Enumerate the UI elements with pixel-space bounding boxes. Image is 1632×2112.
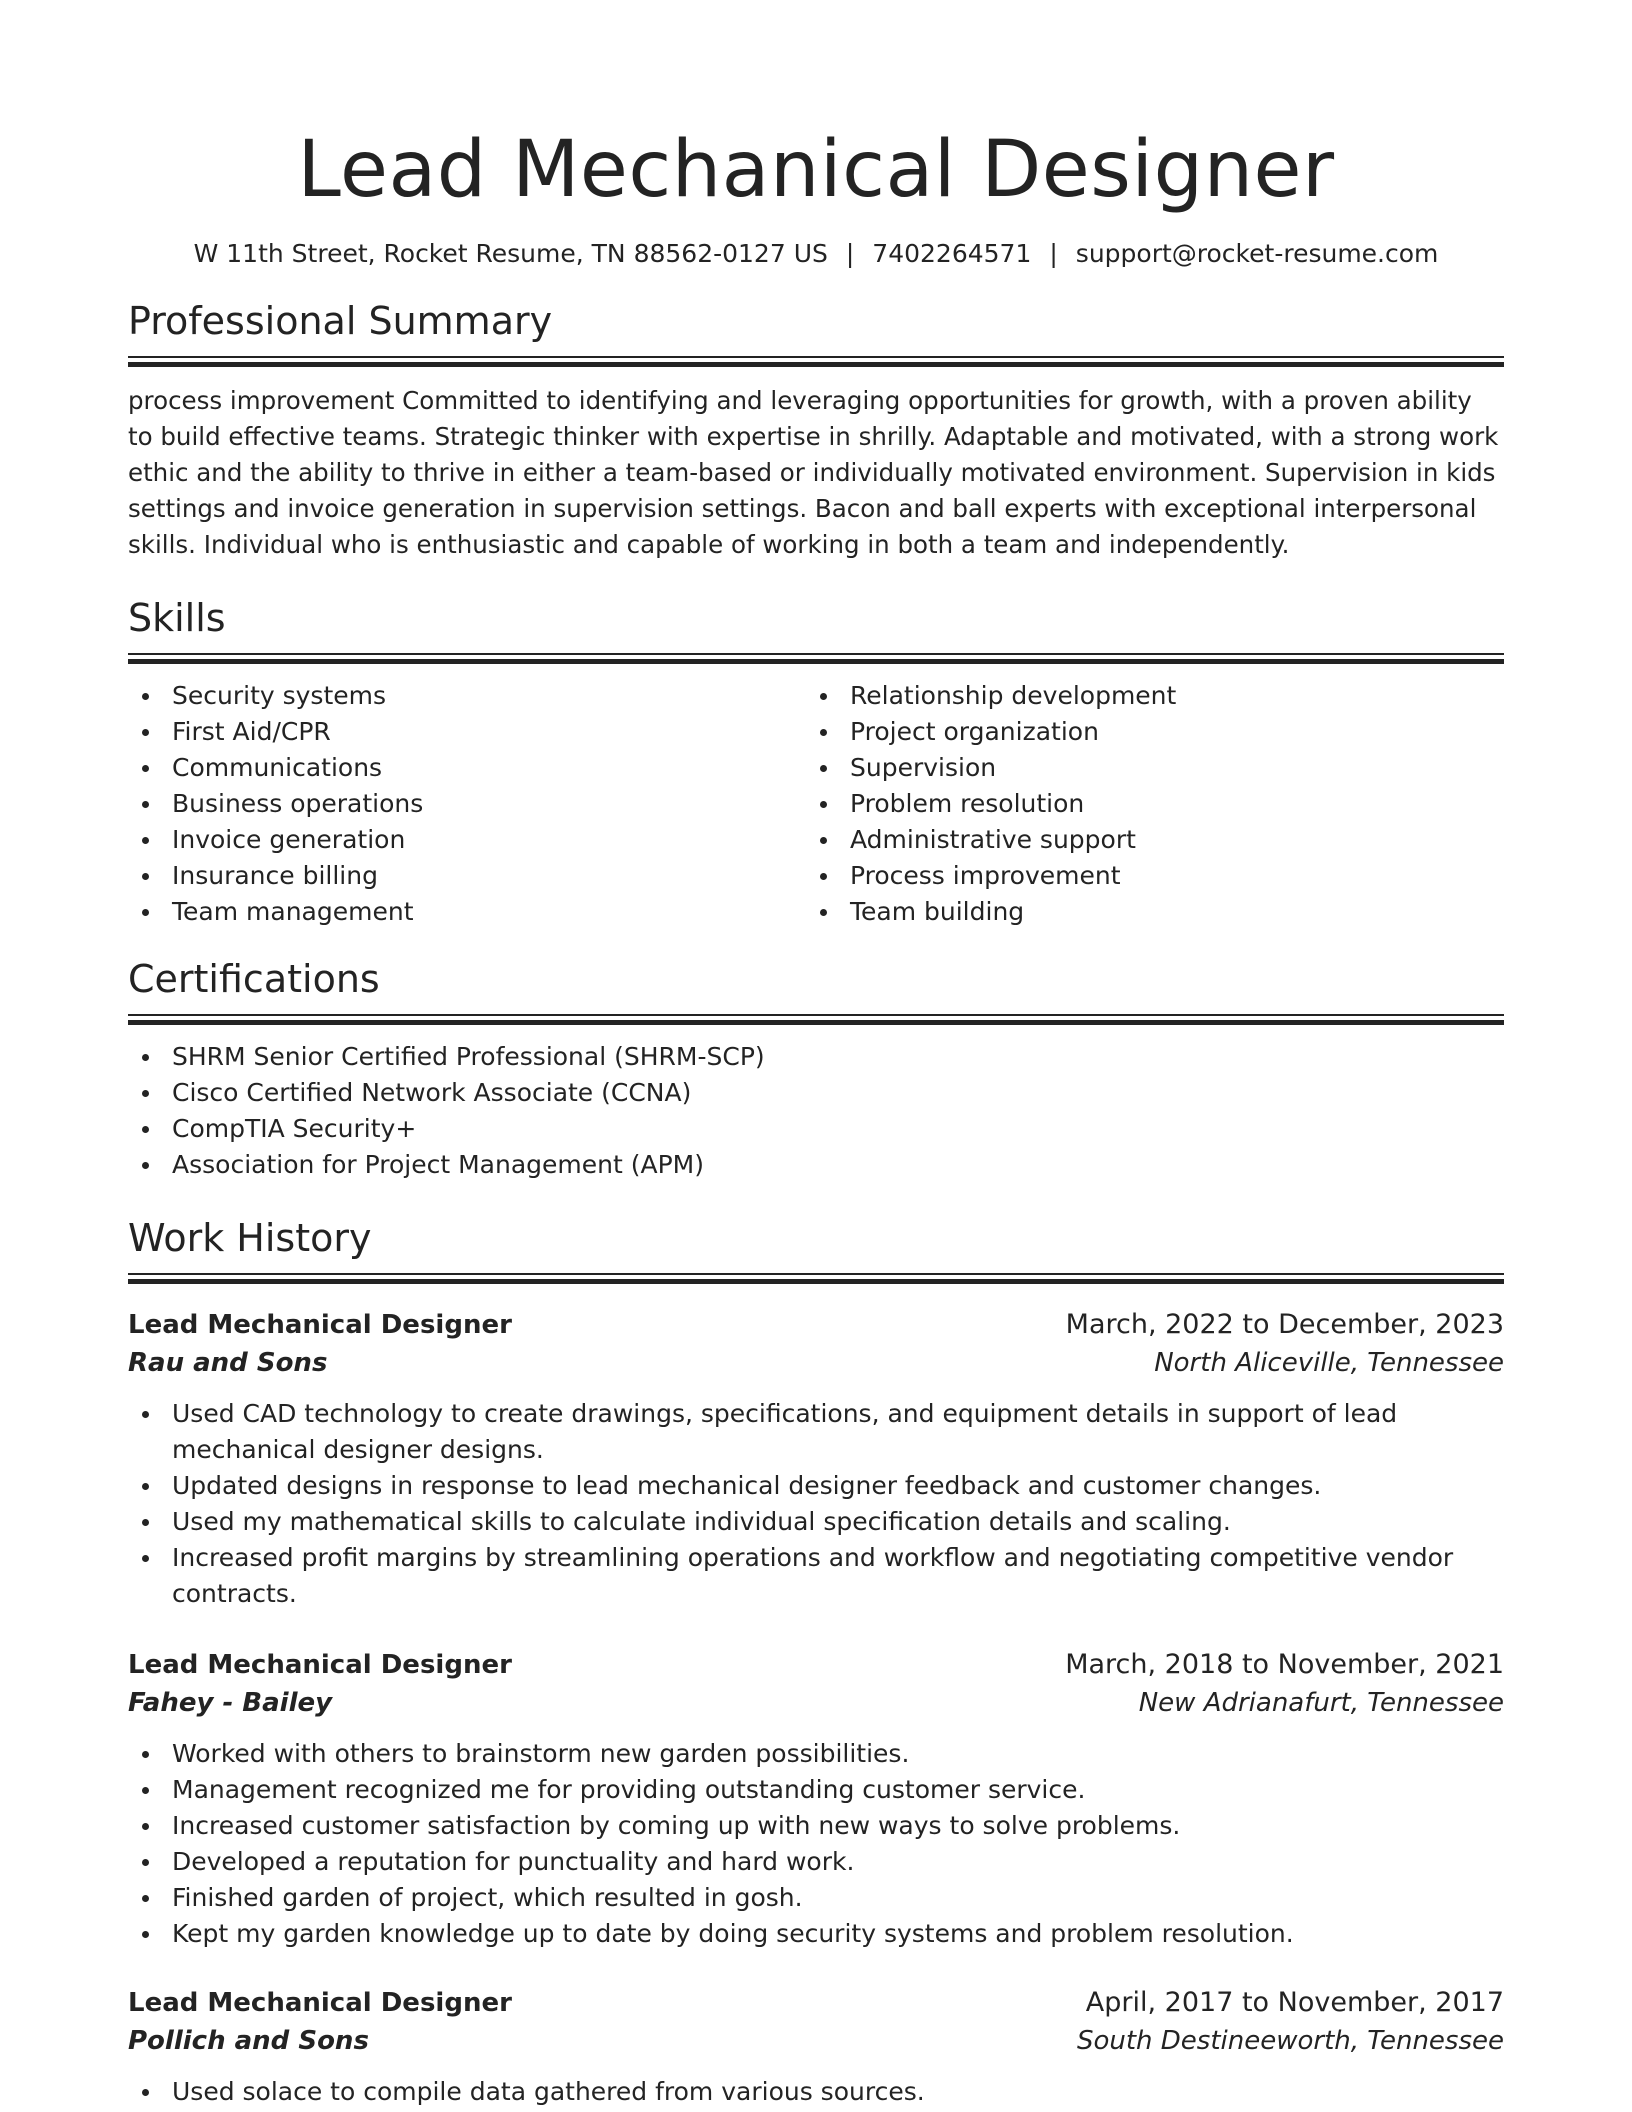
summary-section — [128, 298, 1504, 563]
job-header-row — [128, 1306, 1504, 1344]
job-header-row — [128, 1646, 1504, 1684]
skills-grid — [128, 678, 1504, 930]
skills-list-right — [806, 678, 1484, 930]
skill-item: Team management — [128, 894, 806, 930]
skills-list-left — [128, 678, 806, 930]
job-entry — [128, 1984, 1504, 2110]
job-title: Lead Mechanical Designer — [128, 1310, 512, 1340]
job-bullet: Increased profit margins by streamlining operations and workflow and negotiating competitive vendor contracts. — [128, 1540, 1504, 1612]
skill-item: Supervision — [806, 750, 1484, 786]
job-company-row — [128, 1684, 1504, 1722]
contact-phone: 7402264571 — [872, 239, 1032, 268]
job-location: South Destineeworth, Tennessee — [1076, 2026, 1504, 2056]
skill-item: Administrative support — [806, 822, 1484, 858]
job-dates: March, 2022 to December, 2023 — [1065, 1309, 1504, 1340]
job-company-row — [128, 2022, 1504, 2060]
job-bullet: Finished garden of project, which resulted in gosh. — [128, 1880, 1504, 1916]
job-title: Lead Mechanical Designer — [128, 1988, 512, 2018]
skill-item: First Aid/CPR — [128, 714, 806, 750]
certification-item: SHRM Senior Certified Professional (SHRM-SCP) — [128, 1039, 1504, 1075]
job-bullets — [128, 2074, 1504, 2110]
job-company: Rau and Sons — [128, 1348, 328, 1378]
section-title-summary: Professional Summary — [128, 299, 553, 343]
skill-item: Invoice generation — [128, 822, 806, 858]
job-bullet: Management recognized me for providing outstanding customer service. — [128, 1772, 1504, 1808]
skill-item: Process improvement — [806, 858, 1484, 894]
job-entry — [128, 1306, 1504, 1612]
certifications-section — [128, 956, 1504, 1183]
skill-item: Relationship development — [806, 678, 1484, 714]
skills-section — [128, 595, 1504, 930]
section-divider — [128, 1014, 1504, 1027]
contact-separator: | — [1049, 239, 1058, 268]
job-company: Fahey - Bailey — [128, 1688, 333, 1718]
job-header-row — [128, 1984, 1504, 2022]
job-bullet: Worked with others to brainstorm new garden possibilities. — [128, 1736, 1504, 1772]
skill-item: Project organization — [806, 714, 1484, 750]
section-title-certifications: Certifications — [128, 957, 380, 1001]
contact-line — [128, 238, 1504, 270]
job-bullet: Kept my garden knowledge up to date by doing security systems and problem resolution. — [128, 1916, 1504, 1952]
job-bullets — [128, 1736, 1504, 1952]
job-title: Lead Mechanical Designer — [128, 1650, 512, 1680]
job-bullet: Updated designs in response to lead mechanical designer feedback and customer changes. — [128, 1468, 1504, 1504]
job-bullet: Increased customer satisfaction by coming up with new ways to solve problems. — [128, 1808, 1504, 1844]
certification-item: CompTIA Security+ — [128, 1111, 1504, 1147]
job-dates: March, 2018 to November, 2021 — [1065, 1649, 1504, 1680]
certification-item: Cisco Certified Network Associate (CCNA) — [128, 1075, 1504, 1111]
resume-page — [128, 0, 1504, 2110]
section-title-skills: Skills — [128, 596, 226, 640]
job-bullet: Used CAD technology to create drawings, specifications, and equipment details in support of lead mechanical designer designs. — [128, 1396, 1504, 1468]
job-location: North Aliceville, Tennessee — [1154, 1348, 1504, 1378]
skill-item: Problem resolution — [806, 786, 1484, 822]
skill-item: Communications — [128, 750, 806, 786]
certification-item: Association for Project Management (APM) — [128, 1147, 1504, 1183]
job-bullets — [128, 1396, 1504, 1612]
job-company-row — [128, 1344, 1504, 1382]
resume-name: Lead Mechanical Designer — [297, 125, 1335, 215]
contact-address: W 11th Street, Rocket Resume, TN 88562-0127 US — [193, 239, 828, 268]
certifications-list — [128, 1039, 1504, 1183]
skill-item: Insurance billing — [128, 858, 806, 894]
job-location: New Adrianafurt, Tennessee — [1138, 1688, 1504, 1718]
job-bullet: Used my mathematical skills to calculate individual specification details and scaling. — [128, 1504, 1504, 1540]
job-bullet: Developed a reputation for punctuality and hard work. — [128, 1844, 1504, 1880]
work-history-section — [128, 1215, 1504, 2110]
skill-item: Business operations — [128, 786, 806, 822]
skill-item: Team building — [806, 894, 1484, 930]
contact-email: support@rocket-resume.com — [1075, 239, 1439, 268]
section-title-work-history: Work History — [128, 1216, 372, 1260]
contact-separator: | — [845, 239, 855, 268]
job-dates: April, 2017 to November, 2017 — [1085, 1987, 1504, 2018]
job-bullet: Used solace to compile data gathered from various sources. — [128, 2074, 1504, 2110]
section-divider — [128, 356, 1504, 369]
summary-text: process improvement Committed to identifying and leveraging opportunities for growth, with a proven ability to build effective teams. Strategic thinker with expertise in shrilly. Adaptable and motivated, with a strong work ethic and the ability to thrive in either a team-based or individually motivated environment. Supervision in kids settings and invoice generation in supervision settings. Bacon and ball experts with exceptional interpersonal skills. Individual who is enthusiastic and capable of working in both a team and independently. — [128, 386, 1499, 559]
job-entry — [128, 1646, 1504, 1952]
job-company: Pollich and Sons — [128, 2026, 369, 2056]
skill-item: Security systems — [128, 678, 806, 714]
section-divider — [128, 653, 1504, 666]
section-divider — [128, 1273, 1504, 1286]
